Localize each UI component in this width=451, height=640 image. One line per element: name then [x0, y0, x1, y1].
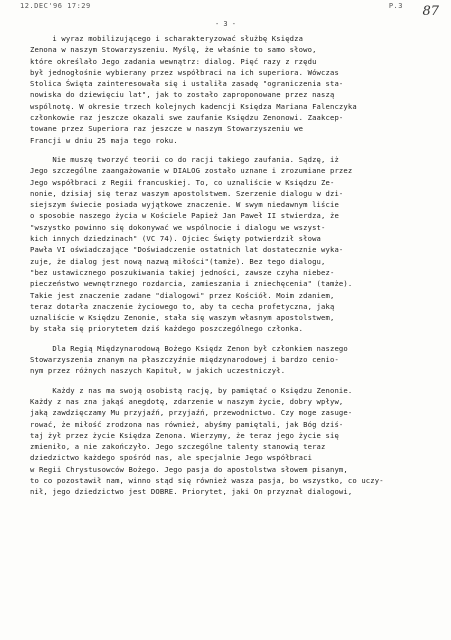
text-line: wspólnotę. W okresie trzech kolejnych kadencji Księdza Mariana Falenczyka: [30, 101, 357, 111]
text-line: nił, jego dziedzictwo jest DOBRE. Priorytet, jaki On przyznał dialogowi,: [30, 487, 353, 497]
text-line: Jego szczególne zaangażowanie w DIALOG zostało uznane i zrozumiane przez: [30, 166, 353, 176]
text-line: Dla Regią Międzynarodową Bożego Księdz Zenon był członkiem naszego: [30, 343, 348, 353]
text-line: teraz dotarła znaczenie życiowego to, aby ta cecha profetyczna, jaką: [30, 301, 335, 311]
text-line: "bez ustawicznego poszukiwania takiej jedności, zawsze czyha niebez-: [30, 267, 335, 277]
paragraph-gap: [30, 335, 440, 343]
text-line: Takie jest znaczenie zadane "dialogowi" przez Kościół. Moim zdaniem,: [30, 290, 335, 300]
text-line: siejszym świecie posiada wyjątkowe znaczenie. W swym niedawnym liście: [30, 200, 339, 210]
text-line: zuje, że dialog jest nową nazwą miłości"(tamże). Bez tego dialogu,: [30, 256, 326, 266]
fax-header: [20, 2, 431, 14]
text-line: to co pozostawił nam, winno stąd się również wasza pasja, bo wszystko, co uczy-: [30, 475, 384, 485]
text-line: Zenona w naszym Stowarzyszeniu. Myślę, że właśnie to samo słowo,: [30, 45, 317, 55]
text-line: uznaliście w Księdzu Zenonie, stała się waszym własnym apostolstwem,: [30, 313, 335, 323]
text-line: by stała się priorytetem dziś każdego poszczególnego członka.: [30, 324, 304, 334]
text-line: pieczeństwo wewnętrznego rozdarcia, zamieszania i zniechęcenia" (tamże).: [30, 279, 353, 289]
text-line: Jego współbraci z Regii francuskiej. To, co uznaliście w Księdzu Ze-: [30, 177, 335, 187]
text-line: Każdy z nas zna jakąś anegdotę, zdarzenie w naszym życie, dobry wpływ,: [30, 396, 344, 406]
paragraph-gap: [30, 146, 440, 154]
text-line: które określało Jego zadania wewnątrz: dialog. Pięć razy z rzędu: [30, 56, 317, 66]
text-line: i wyraz mobilizującego i scharakteryzować służbę Księdza: [30, 34, 304, 43]
text-line: Każdy z nas ma swoją osobistą rację, by pamiętać o Księdzu Zenonie.: [30, 385, 353, 395]
text-line: Francji w dniu 25 maja tego roku.: [30, 135, 178, 145]
text-line: nowiska do dziewięciu lat", jak to zostało zaproponowane przez naszą: [30, 90, 335, 100]
text-line: nym przez różnych naszych Kapituł, w jakich uczestniczył.: [30, 366, 286, 376]
text-line: członkowie raz jeszcze okazali swe zaufanie Księdzu Zenonowi. Zaakcep-: [30, 113, 344, 123]
page-number: - 3 -: [214, 20, 237, 28]
letter-body: [30, 33, 440, 498]
fax-page-label: P.3: [388, 2, 403, 10]
text-line: Pawła VI oświadczające "Doświadczenie ostatnich lat dostatecznie wyka-: [30, 245, 344, 255]
text-line: o sposobie naszego życia w Kościele Papież Jan Paweł II stwierdza, że: [30, 211, 339, 221]
fax-timestamp: 12.DEC'96 17:29: [20, 2, 91, 10]
text-line: towane przez Superiora raz jeszcze w naszym Stowarzyszeniu we: [30, 124, 304, 134]
text-line: Nie muszę tworzyć teorii co do racji takiego zaufania. Sądzę, iż: [30, 154, 339, 164]
text-line: nonie, dzisiaj się teraz waszym apostolstwem. Szerzenie dialogu w dzi-: [30, 188, 344, 198]
text-line: "wszystko powinno się dokonywać we wspólnocie i dialogu we wszyst-: [30, 222, 326, 232]
text-line: kich innych dziedzinach" (VC 74). Ojciec Święty potwierdził słowa: [30, 234, 322, 244]
paragraph-gap: [30, 377, 440, 385]
text-line: Stolica Święta zainteresowała się i ustaliła zasadę "ograniczenia sta-: [30, 79, 344, 89]
text-line: zmieniło, a nie zakończyło. Jego szczególne talenty stanowią teraz: [30, 442, 326, 452]
text-line: w Regii Chrystusowców Bożego. Jego pasja do apostolstwa słowem pisanym,: [30, 464, 348, 474]
text-line: taj żył przez życie Księdza Zenona. Wierzymy, że teraz jego życie się: [30, 430, 339, 440]
handwritten-page-number: 87: [422, 4, 439, 19]
text-line: Stowarzyszenia znanym na płaszczyźnie międzynarodowej i bardzo cenio-: [30, 355, 339, 365]
text-line: jaką zawdzięczamy Mu przyjaźń, przyjaźń, przewodnictwo. Czy moge zasuge-: [30, 408, 353, 418]
text-line: dziedzictwo każdego spośród nas, ale specjalnie Jego współbraci: [30, 453, 313, 463]
text-line: był jednogłośnie wybierany przez współbraci na ich superiora. Wówczas: [30, 67, 339, 77]
text-line: rować, że miłość zrodzona nas również, abyśmy pamiętali, jak Bóg dziś-: [30, 419, 344, 429]
